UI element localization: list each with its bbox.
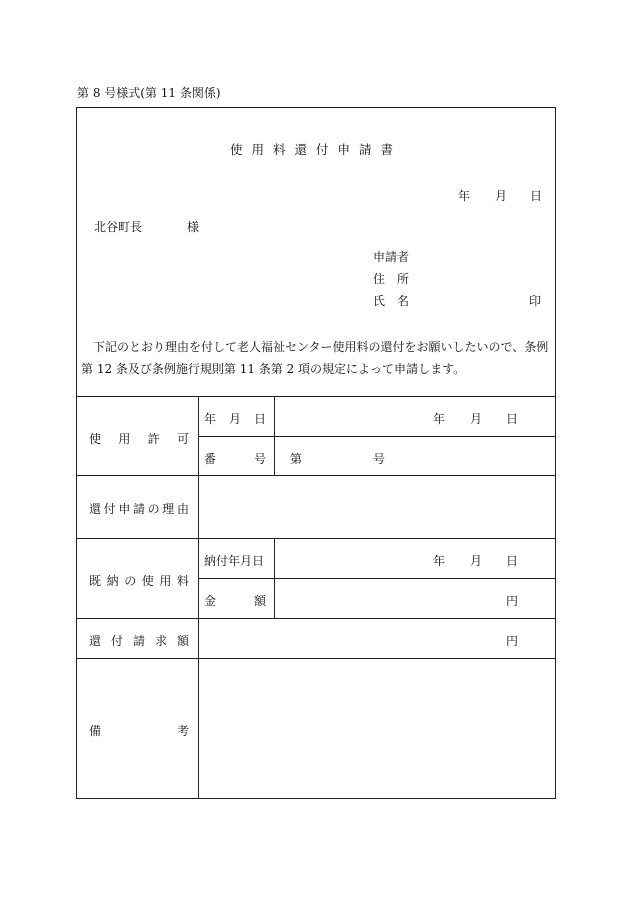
- permit-number-prefix: 第: [290, 452, 303, 466]
- refund-amount-label: 還 付 請 求 額: [89, 634, 189, 648]
- permit-number-suffix: 号: [373, 452, 386, 466]
- applicant-label: 申請者: [373, 250, 410, 264]
- addressee-name: 北谷町長: [94, 220, 143, 234]
- form-number: 第 8 号様式(第 11 条関係): [77, 86, 221, 100]
- application-statement: 下記のとおり理由を付して老人福祉センター使用料の還付をお願いしたいので、条例第 12 条及び条例施行規則第 11 条第 2 項の規定によって申請します。: [81, 340, 549, 376]
- refund-yen-unit: 円: [506, 634, 519, 648]
- payment-date-day: 日: [506, 554, 519, 568]
- applicant-address-label: 住 所: [373, 272, 410, 286]
- label-column-divider: [198, 396, 199, 798]
- row-divider-2: [77, 538, 555, 539]
- date-year-label: 年: [458, 189, 471, 203]
- date-month-label: 月: [495, 189, 508, 203]
- amount-yen-unit: 円: [506, 594, 519, 608]
- addressee-honorific: 様: [187, 220, 200, 234]
- row-divider-4: [77, 658, 555, 659]
- permit-date-label: 年 月 日: [204, 412, 266, 426]
- amount-label: 金 額: [204, 594, 266, 608]
- table-top-border: [77, 396, 555, 397]
- permit-date-day: 日: [506, 412, 519, 426]
- row-divider-3: [77, 618, 555, 619]
- applicant-name-label: 氏 名: [373, 294, 410, 308]
- fee-divider: [198, 578, 555, 579]
- remarks-label: 備 考: [89, 724, 189, 738]
- date-day-label: 日: [530, 189, 543, 203]
- payment-date-month: 月: [470, 554, 483, 568]
- permit-date-year: 年: [433, 412, 446, 426]
- application-form: [76, 107, 556, 799]
- paid-fee-label: 既 納 の 使 用 料: [89, 574, 189, 588]
- seal-mark: 印: [529, 294, 542, 308]
- payment-date-year: 年: [433, 554, 446, 568]
- refund-reason-label: 還 付 申 請 の 理 由: [89, 502, 189, 516]
- row-divider-1: [77, 475, 555, 476]
- use-permit-label: 使 用 許 可: [89, 432, 189, 446]
- payment-date-label: 納付年月日: [204, 554, 265, 568]
- form-title: 使用料還付申請書: [229, 142, 402, 157]
- permit-sublabel-divider: [274, 396, 275, 475]
- fee-sublabel-divider: [274, 538, 275, 618]
- permit-date-month: 月: [470, 412, 483, 426]
- permit-number-label: 番 号: [204, 452, 266, 466]
- permit-divider: [198, 436, 555, 437]
